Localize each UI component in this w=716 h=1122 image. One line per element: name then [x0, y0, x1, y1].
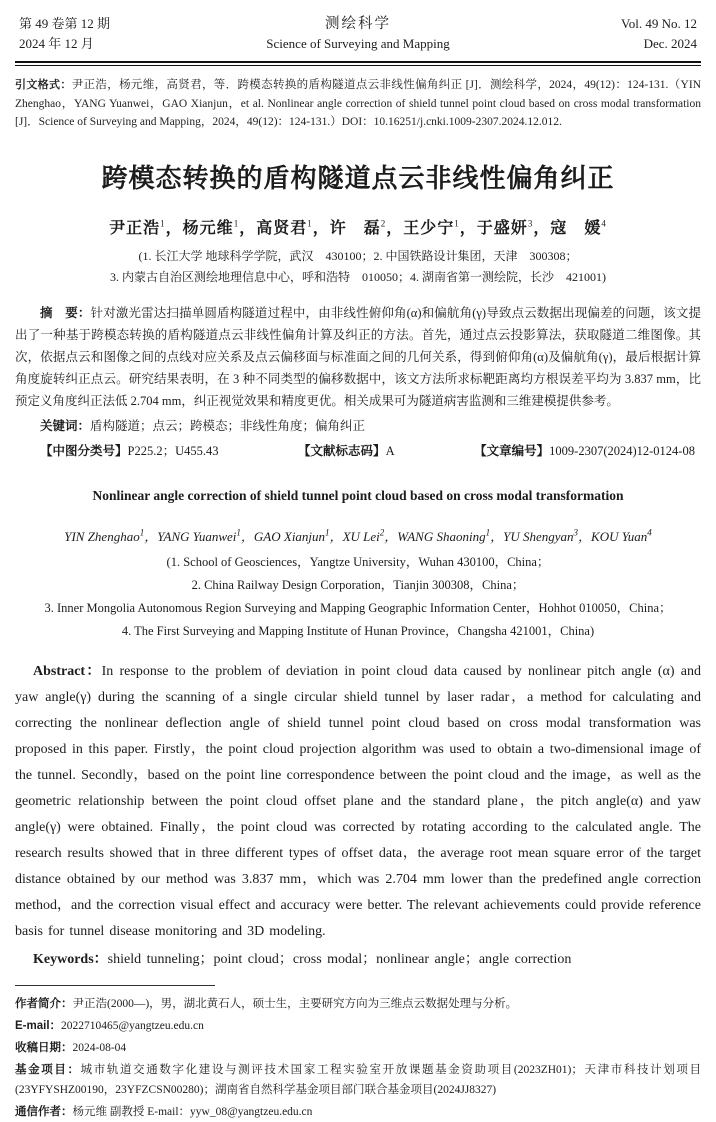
date-en: Dec. 2024	[643, 36, 697, 51]
author-list-en: YIN Zhenghao$^1$，YANG Yuanwei$^1$，GAO Xianjun$^1$，XU Lei$^2$，WANG Shaoning$^1$，YU Shengyan$^3$，KOU Yuan$^4$	[64, 527, 652, 544]
author-name: YU Shengyan$^3$	[503, 527, 579, 544]
classification-row	[15, 440, 701, 462]
citation-label: 引文格式：	[15, 79, 72, 91]
document-code	[298, 440, 395, 462]
author-bio	[15, 994, 701, 1014]
keywords-en-label: Keywords：	[33, 951, 108, 967]
affiliation-line: 3. 内蒙古自治区测绘地理信息中心，呼和浩特 010050；4. 湖南省第一测绘院，长沙 421001)	[110, 269, 606, 284]
corresponding-author-label: 通信作者：	[15, 1105, 73, 1118]
abstract-en	[15, 659, 701, 945]
clc-value: P225.2；U455.43	[127, 443, 219, 458]
article-number-label: 【文章编号】	[474, 443, 550, 458]
keywords-en	[15, 947, 701, 973]
affiliation-superscript: 2	[379, 527, 385, 538]
author-name: XU Lei$^2$	[342, 527, 385, 544]
keywords-en-text: shield tunneling；point cloud；cross modal；nonlinear angle；angle correction	[107, 951, 572, 967]
issue-info-cn	[19, 14, 179, 54]
author-email	[15, 1016, 701, 1036]
affiliations-en	[15, 551, 701, 643]
affiliation-superscript: 3	[573, 527, 579, 538]
received-date-value: 2024-08-04	[72, 1041, 127, 1054]
author-bio-text: 尹正浩(2000—)，男，湖北黄石人，硕士生，主要研究方向为三维点云数据处理与分析。	[72, 997, 518, 1010]
volume-issue-en: Vol. 49 No. 12	[621, 16, 697, 31]
affiliation-superscript: 2	[380, 218, 387, 229]
affiliation-superscript: 1	[139, 527, 145, 538]
author-list-cn: 尹正浩$^1$，杨元维$^1$，高贤君$^1$，许 磊$^2$，王少宁$^1$，于盛妍$^3$，寇 媛$^4$	[109, 218, 607, 237]
journal-name-block	[179, 14, 537, 54]
document-code-value: A	[385, 443, 395, 458]
article-title-cn: 跨模态转换的盾构隧道点云非线性偏角纠正	[101, 162, 615, 193]
affiliation-superscript: 1	[307, 218, 313, 229]
author-name: WANG Shaoning$^1$	[397, 527, 491, 544]
abstract-cn-text: 针对激光雷达扫描单圆盾构隧道过程中，由非线性俯仰角(α)和偏航角(γ)导致点云数据出现偏差的问题，该文提出了一种基于跨模态转换的盾构隧道点云非线性偏角计算及纠正的方法。首先，通过点云投影算法，获取隧道二维图像。其次，依据点云和图像之间的点线对应关系及点云偏移面与标准面之间的几何关系，得到俯仰角(α)及偏航角(γ)，最后根据计算角度旋转纠正点云。研究结果表明，在 3 种不同类型的偏移数据中，该文方法所求标靶距离均方根误差平均为 3.837 mm，比预定义角度纠正法低 2.704 mm，纠正视觉效果和精度更优。相关成果可为隧道病害监测和三维建模提供参考。	[15, 305, 701, 408]
article-number	[474, 440, 695, 462]
received-date-label: 收稿日期：	[15, 1041, 73, 1054]
affiliation-superscript: 1	[454, 218, 460, 229]
author-name: GAO Xianjun$^1$	[253, 527, 330, 544]
received-date	[15, 1038, 701, 1058]
author-name: 王少宁$^1$	[403, 218, 460, 237]
author-name: KOU Yuan$^4$	[591, 527, 652, 544]
abstract-cn-label: 摘 要：	[40, 305, 91, 320]
affiliation-superscript: 4	[647, 527, 652, 538]
affiliation-line: 2. China Railway Design Corporation，Tianjin 300308，China；	[191, 577, 525, 592]
footnote-divider	[15, 985, 215, 986]
abstract-cn	[15, 302, 701, 412]
citation-block	[15, 76, 701, 132]
author-email-label: E-mail：	[15, 1019, 62, 1032]
article-title-en: Nonlinear angle correction of shield tunnel point cloud based on cross modal transformation	[92, 487, 624, 503]
author-name: 高贤君$^1$	[256, 218, 313, 237]
affiliation-line: (1. 长江大学 地球科学学院，武汉 430100；2. 中国铁路设计集团，天津 300308；	[138, 248, 578, 263]
keywords-cn	[15, 415, 701, 437]
document-code-label: 【文献标志码】	[298, 443, 386, 458]
author-name: YIN Zhenghao$^1$	[64, 527, 145, 544]
affiliation-superscript: 1	[485, 527, 491, 538]
author-name: YANG Yuanwei$^1$	[157, 527, 241, 544]
clc-label: 【中图分类号】	[40, 443, 128, 458]
abstract-en-label: Abstract：	[33, 663, 102, 679]
journal-title-en: Science of Surveying and Mapping	[266, 36, 450, 51]
affiliation-superscript: 4	[601, 218, 607, 229]
issue-info-en	[537, 14, 697, 54]
affiliations-cn	[15, 246, 701, 288]
keywords-cn-label: 关键词：	[40, 418, 91, 433]
funding-info	[15, 1060, 701, 1100]
journal-running-head	[15, 12, 701, 54]
affiliation-line: 4. The First Surveying and Mapping Institute of Hunan Province，Changsha 421001，China)	[121, 623, 595, 638]
author-bio-label: 作者简介：	[15, 997, 73, 1010]
citation-text: 尹正浩，杨元维，高贤君，等．跨模态转换的盾构隧道点云非线性偏角纠正 [J]．测绘科学，2024，49(12)：124-131.（YIN Zhenghao，YANG Yuanwei，GAO Xianjun，et al. Nonlinear angle correction of shield tunnel point cloud based on cross modal transformation [J]．Science of Surveying and Mapping，2024，49(12)：124-131.）DOI：10.16251/j.cnki.1009-2307.2024.12.012.	[15, 79, 701, 128]
abstract-en-text: In response to the problem of deviation in point cloud data caused by nonlinear pitch angle (α) and yaw angle(γ) during the scanning of a single circular shield tunnel by laser radar，a method for calculating and correcting the nonlinear deflection angle of shield tunnel point cloud based on cross modal transformation was proposed in this paper. Firstly，the point cloud projection algorithm was used to obtain a two-dimensional image of the tunnel. Secondly，based on the point line correspondence between the point cloud and the image，as well as the geometric relationship between the point cloud offset plane and the standard plane，the pitch angle(α) and yaw angle(γ) were obtained. Finally，the point cloud was corrected by rotating according to the calculated angle. The research results showed that in three different types of offset data，the average root mean square error of the target distance obtained by our method was 3.837 mm，which was 2.704 mm lower than the predefined angle correction method，and the correction visual effect and accuracy were better. The relevant achievements could provide reference basis for tunnel disease monitoring and 3D modeling.	[15, 663, 701, 939]
corresponding-author-text: 杨元维 副教授 E-mail：yyw_08@yangtzeu.edu.cn	[72, 1105, 313, 1118]
author-name: 尹正浩$^1$	[109, 218, 166, 237]
author-name: 于盛妍$^3$	[476, 218, 534, 237]
clc-number	[40, 440, 219, 462]
header-double-rule	[15, 61, 701, 66]
footnote-area	[15, 985, 701, 1122]
journal-title-cn: 测绘科学	[325, 16, 391, 32]
affiliation-line: 3. Inner Mongolia Autonomous Region Surveying and Mapping Geographic Information Center，Hohhot 010050，China；	[44, 600, 672, 615]
author-name: 杨元维$^1$	[182, 218, 240, 237]
affiliation-superscript: 1	[233, 218, 240, 229]
funding-label: 基金项目：	[15, 1063, 81, 1076]
article-number-value: 1009-2307(2024)12-0124-08	[549, 443, 695, 458]
corresponding-author	[15, 1102, 701, 1122]
affiliation-superscript: 1	[160, 218, 166, 229]
funding-text: 城市轨道交通数字化建设与测评技术国家工程实验室开放课题基金资助项目(2023ZH01)；天津市科技计划项目(23YFYSHZ00190，23YFZCSN00280)；湖南省自然科学基金项目部门联合基金项目(2024JJ8327)	[15, 1063, 701, 1096]
author-name: 许 磊$^2$	[329, 218, 387, 237]
author-name: 寇 媛$^4$	[550, 218, 607, 237]
author-email-value: 2022710465@yangtzeu.edu.cn	[61, 1019, 204, 1032]
affiliation-superscript: 1	[325, 527, 330, 538]
keywords-cn-text: 盾构隧道；点云；跨模态；非线性角度；偏角纠正	[90, 418, 366, 433]
affiliation-superscript: 3	[527, 218, 534, 229]
volume-issue-cn: 第 49 卷第 12 期	[19, 16, 111, 31]
affiliation-superscript: 1	[236, 527, 241, 538]
date-cn: 2024 年 12 月	[19, 36, 94, 51]
affiliation-line: (1. School of Geosciences，Yangtze University，Wuhan 430100，China；	[166, 554, 550, 569]
